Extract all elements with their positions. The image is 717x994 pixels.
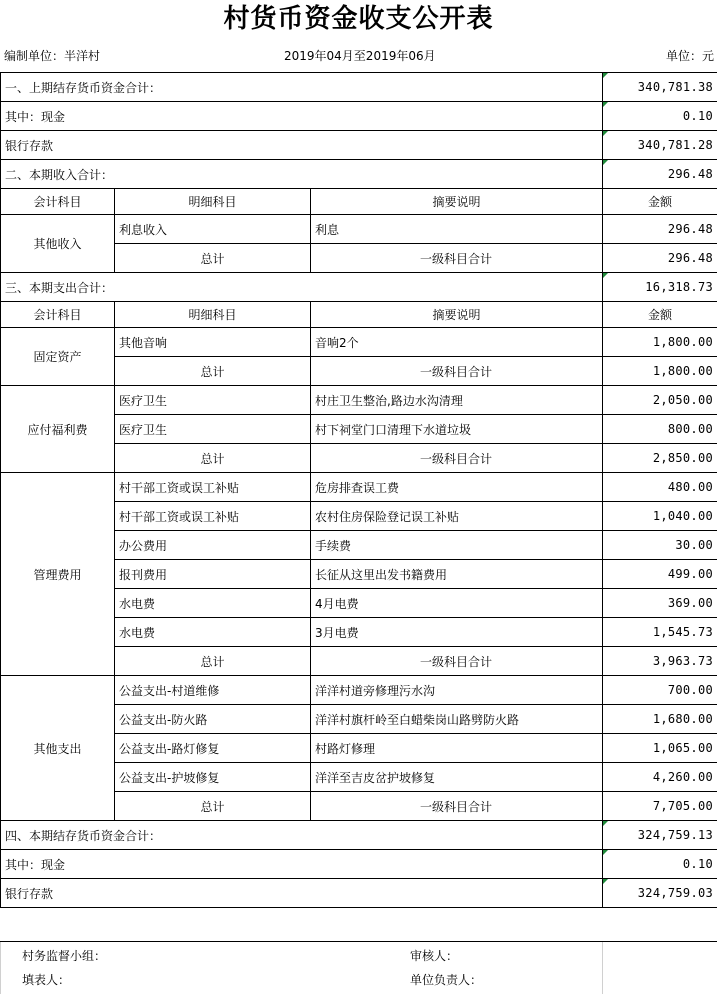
detail-account: 医疗卫生 bbox=[115, 415, 311, 444]
item-description: 村下祠堂门口清理下水道垃圾 bbox=[311, 415, 603, 444]
subtotal-description: 一级科目合计 bbox=[311, 647, 603, 676]
preparer-label: 填表人： bbox=[22, 968, 70, 992]
item-description: 洋洋村道旁修理污水沟 bbox=[311, 676, 603, 705]
closing-total-label: 四、本期结存货币资金合计： bbox=[1, 821, 603, 850]
subtotal-label: 总计 bbox=[115, 792, 311, 821]
subtotal-label: 总计 bbox=[115, 357, 311, 386]
reviewer-label: 审核人： bbox=[410, 944, 458, 968]
opening-bank-label: 银行存款 bbox=[1, 131, 603, 160]
detail-account: 村干部工资或误工补贴 bbox=[115, 473, 311, 502]
item-description: 手续费 bbox=[311, 531, 603, 560]
compiling-unit: 编制单位：半洋村 bbox=[4, 44, 100, 68]
account-title: 其他支出 bbox=[1, 676, 115, 821]
income-header-desc: 摘要说明 bbox=[311, 189, 603, 215]
expense-header-desc: 摘要说明 bbox=[311, 302, 603, 328]
expense-total-label: 三、本期支出合计： bbox=[1, 273, 603, 302]
subtotal-amount: 296.48 bbox=[603, 244, 717, 273]
item-amount: 1,065.00 bbox=[603, 734, 717, 763]
item-description: 村路灯修理 bbox=[311, 734, 603, 763]
table-row bbox=[1, 386, 717, 415]
detail-account: 公益支出-防火路 bbox=[115, 705, 311, 734]
item-description: 村庄卫生整治,路边水沟清理 bbox=[311, 386, 603, 415]
detail-account: 报刊费用 bbox=[115, 560, 311, 589]
item-description: 洋洋至吉皮岔护坡修复 bbox=[311, 763, 603, 792]
income-total-amount: 296.48 bbox=[603, 160, 717, 189]
income-column-header bbox=[1, 189, 717, 215]
item-description: 3月电费 bbox=[311, 618, 603, 647]
detail-account: 办公费用 bbox=[115, 531, 311, 560]
subtotal-description: 一级科目合计 bbox=[311, 792, 603, 821]
detail-account: 水电费 bbox=[115, 618, 311, 647]
opening-cash-amount: 0.10 bbox=[603, 102, 717, 131]
item-amount: 1,040.00 bbox=[603, 502, 717, 531]
opening-total bbox=[1, 73, 717, 102]
item-amount: 369.00 bbox=[603, 589, 717, 618]
item-amount: 800.00 bbox=[603, 415, 717, 444]
item-amount: 296.48 bbox=[603, 215, 717, 244]
table-row bbox=[1, 676, 717, 705]
detail-account: 水电费 bbox=[115, 589, 311, 618]
detail-account: 公益支出-村道维修 bbox=[115, 676, 311, 705]
subtotal-description: 一级科目合计 bbox=[311, 444, 603, 473]
account-title: 应付福利费 bbox=[1, 386, 115, 473]
item-description: 洋洋村旗杆岭至白蜡柴岗山路劈防火路 bbox=[311, 705, 603, 734]
account-title: 其他收入 bbox=[1, 215, 115, 273]
ledger-table bbox=[0, 72, 717, 908]
table-row bbox=[1, 215, 717, 244]
subtotal-description: 一级科目合计 bbox=[311, 357, 603, 386]
supervision-label: 村务监督小组： bbox=[22, 944, 106, 968]
table-row bbox=[1, 328, 717, 357]
detail-account: 其他音响 bbox=[115, 328, 311, 357]
item-description: 长征从这里出发书籍费用 bbox=[311, 560, 603, 589]
expense-header-detail: 明细科目 bbox=[115, 302, 311, 328]
item-amount: 30.00 bbox=[603, 531, 717, 560]
item-amount: 480.00 bbox=[603, 473, 717, 502]
item-amount: 1,800.00 bbox=[603, 328, 717, 357]
account-title: 管理费用 bbox=[1, 473, 115, 676]
closing-total bbox=[1, 821, 717, 850]
detail-account: 公益支出-护坡修复 bbox=[115, 763, 311, 792]
income-header-detail: 明细科目 bbox=[115, 189, 311, 215]
closing-bank-amount: 324,759.03 bbox=[603, 879, 717, 908]
closing-cash bbox=[1, 850, 717, 879]
expense-header-amount: 金额 bbox=[603, 302, 717, 328]
item-description: 危房排查误工费 bbox=[311, 473, 603, 502]
item-amount: 1,680.00 bbox=[603, 705, 717, 734]
income-total bbox=[1, 160, 717, 189]
reporting-period: 2019年04月至2019年06月 bbox=[284, 44, 436, 68]
item-description: 音响2个 bbox=[311, 328, 603, 357]
item-amount: 700.00 bbox=[603, 676, 717, 705]
closing-total-amount: 324,759.13 bbox=[603, 821, 717, 850]
detail-account: 利息收入 bbox=[115, 215, 311, 244]
opening-bank bbox=[1, 131, 717, 160]
closing-cash-amount: 0.10 bbox=[603, 850, 717, 879]
opening-bank-amount: 340,781.28 bbox=[603, 131, 717, 160]
expense-column-header bbox=[1, 302, 717, 328]
item-amount: 4,260.00 bbox=[603, 763, 717, 792]
signature-area bbox=[0, 941, 717, 994]
detail-account: 公益支出-路灯修复 bbox=[115, 734, 311, 763]
income-header-amount: 金额 bbox=[603, 189, 717, 215]
closing-cash-label: 其中：现金 bbox=[1, 850, 603, 879]
item-description: 利息 bbox=[311, 215, 603, 244]
income-total-label: 二、本期收入合计： bbox=[1, 160, 603, 189]
unit-head-label: 单位负责人： bbox=[410, 968, 482, 992]
subtotal-label: 总计 bbox=[115, 444, 311, 473]
subtotal-label: 总计 bbox=[115, 647, 311, 676]
subtotal-amount: 7,705.00 bbox=[603, 792, 717, 821]
subtotal-label: 总计 bbox=[115, 244, 311, 273]
detail-account: 医疗卫生 bbox=[115, 386, 311, 415]
page-title: 村货币资金收支公开表 bbox=[0, 0, 717, 40]
subtotal-amount: 3,963.73 bbox=[603, 647, 717, 676]
subtotal-amount: 2,850.00 bbox=[603, 444, 717, 473]
subtotal-description: 一级科目合计 bbox=[311, 244, 603, 273]
item-amount: 499.00 bbox=[603, 560, 717, 589]
opening-cash-label: 其中：现金 bbox=[1, 102, 603, 131]
table-row bbox=[1, 473, 717, 502]
opening-total-label: 一、上期结存货币资金合计： bbox=[1, 73, 603, 102]
opening-cash bbox=[1, 102, 717, 131]
expense-header-account: 会计科目 bbox=[1, 302, 115, 328]
item-amount: 2,050.00 bbox=[603, 386, 717, 415]
currency-unit: 单位：元 bbox=[666, 44, 714, 68]
subtotal-amount: 1,800.00 bbox=[603, 357, 717, 386]
closing-bank bbox=[1, 879, 717, 908]
item-description: 4月电费 bbox=[311, 589, 603, 618]
detail-account: 村干部工资或误工补贴 bbox=[115, 502, 311, 531]
item-description: 农村住房保险登记误工补贴 bbox=[311, 502, 603, 531]
opening-total-amount: 340,781.38 bbox=[603, 73, 717, 102]
income-header-account: 会计科目 bbox=[1, 189, 115, 215]
expense-total-amount: 16,318.73 bbox=[603, 273, 717, 302]
account-title: 固定资产 bbox=[1, 328, 115, 386]
closing-bank-label: 银行存款 bbox=[1, 879, 603, 908]
expense-total bbox=[1, 273, 717, 302]
item-amount: 1,545.73 bbox=[603, 618, 717, 647]
